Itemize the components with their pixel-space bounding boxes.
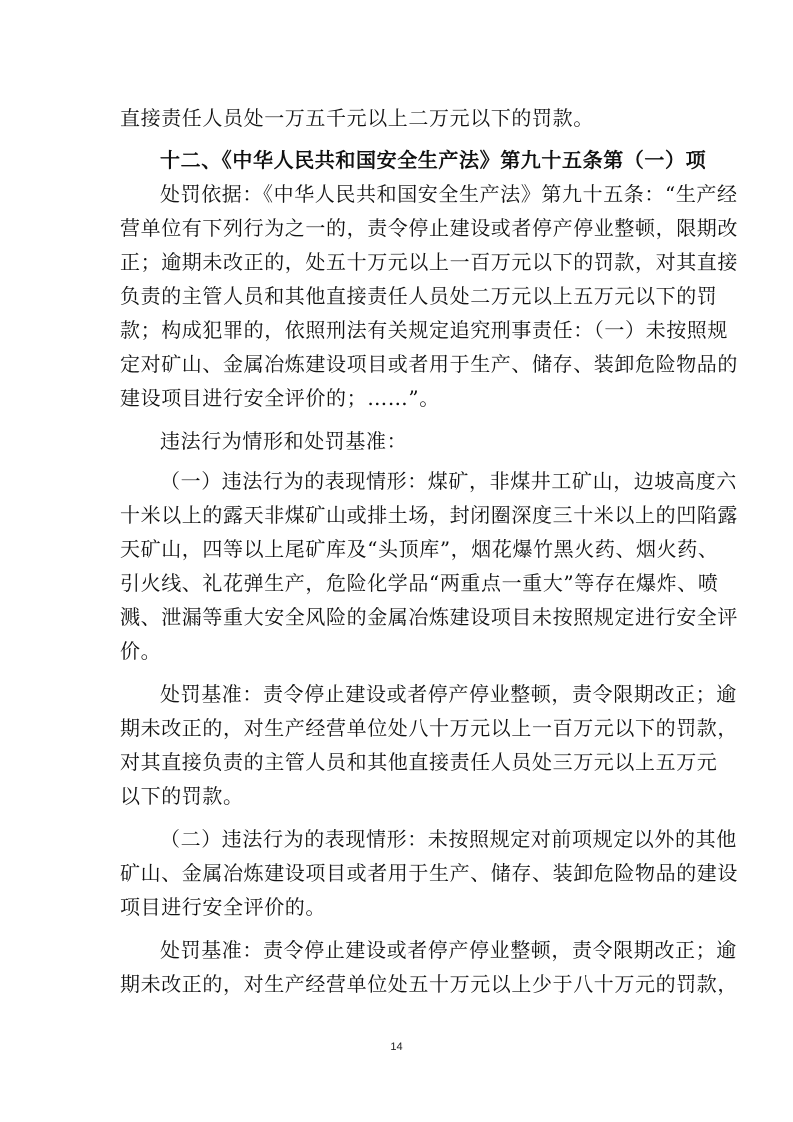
text-line: 引火线、礼花弹生产，危险化学品“两重点一重大”等存在爆炸、喷 bbox=[120, 571, 719, 595]
text-line: 矿山、金属冶炼建设项目或者用于生产、储存、装卸危险物品的建设 bbox=[120, 861, 738, 885]
text-line: 十米以上的露天非煤矿山或排土场，封闭圈深度三十米以上的凹陷露 bbox=[120, 503, 738, 527]
page-number: 14 bbox=[390, 1041, 403, 1053]
text-line: 定对矿山、金属冶炼建设项目或者用于生产、储存、装卸危险物品的 bbox=[120, 352, 738, 376]
text-line: （二）违法行为的表现情形：未按照规定对前项规定以外的其他 bbox=[160, 827, 737, 851]
text-line: 处罚依据：《中华人民共和国安全生产法》第九十五条：“生产经 bbox=[160, 182, 738, 206]
text-line: 款；构成犯罪的，依照刑法有关规定追究刑事责任：（一）未按照规 bbox=[120, 318, 728, 342]
text-line: 以下的罚款。 bbox=[120, 784, 244, 808]
subheading: 违法行为情形和处罚基准： bbox=[160, 429, 408, 453]
section-heading: 十二、《中华人民共和国安全生产法》第九十五条第（一）项 bbox=[160, 148, 707, 172]
text-line: 对其直接负责的主管人员和其他直接责任人员处三万元以上五万元 bbox=[120, 750, 718, 774]
text-line: 期未改正的，对生产经营单位处八十万元以上一百万元以下的罚款， bbox=[120, 716, 738, 740]
text-line: 建设项目进行安全评价的；……”。 bbox=[120, 386, 440, 410]
text-line: 正；逾期未改正的，处五十万元以上一百万元以下的罚款，对其直接 bbox=[120, 250, 738, 274]
text-line: 天矿山，四等以上尾矿库及“头顶库”，烟花爆竹黑火药、烟火药、 bbox=[120, 537, 719, 561]
text-line: （一）违法行为的表现情形：煤矿，非煤井工矿山，边坡高度六 bbox=[160, 469, 737, 493]
text-line: 价。 bbox=[120, 639, 162, 663]
text-line: 处罚基准：责令停止建设或者停产停业整顿，责令限期改正；逾 bbox=[160, 938, 737, 962]
text-line: 负责的主管人员和其他直接责任人员处二万元以上五万元以下的罚 bbox=[120, 284, 718, 308]
text-line: 项目进行安全评价的。 bbox=[120, 895, 326, 919]
text-line: 处罚基准：责令停止建设或者停产停业整顿，责令限期改正；逾 bbox=[160, 682, 737, 706]
text-line: 直接责任人员处一万五千元以上二万元以下的罚款。 bbox=[120, 106, 594, 130]
text-line: 营单位有下列行为之一的，责令停止建设或者停产停业整顿，限期改 bbox=[120, 216, 738, 240]
text-line: 期未改正的，对生产经营单位处五十万元以上少于八十万元的罚款， bbox=[120, 972, 738, 996]
text-line: 溅、泄漏等重大安全风险的金属冶炼建设项目未按照规定进行安全评 bbox=[120, 605, 738, 629]
